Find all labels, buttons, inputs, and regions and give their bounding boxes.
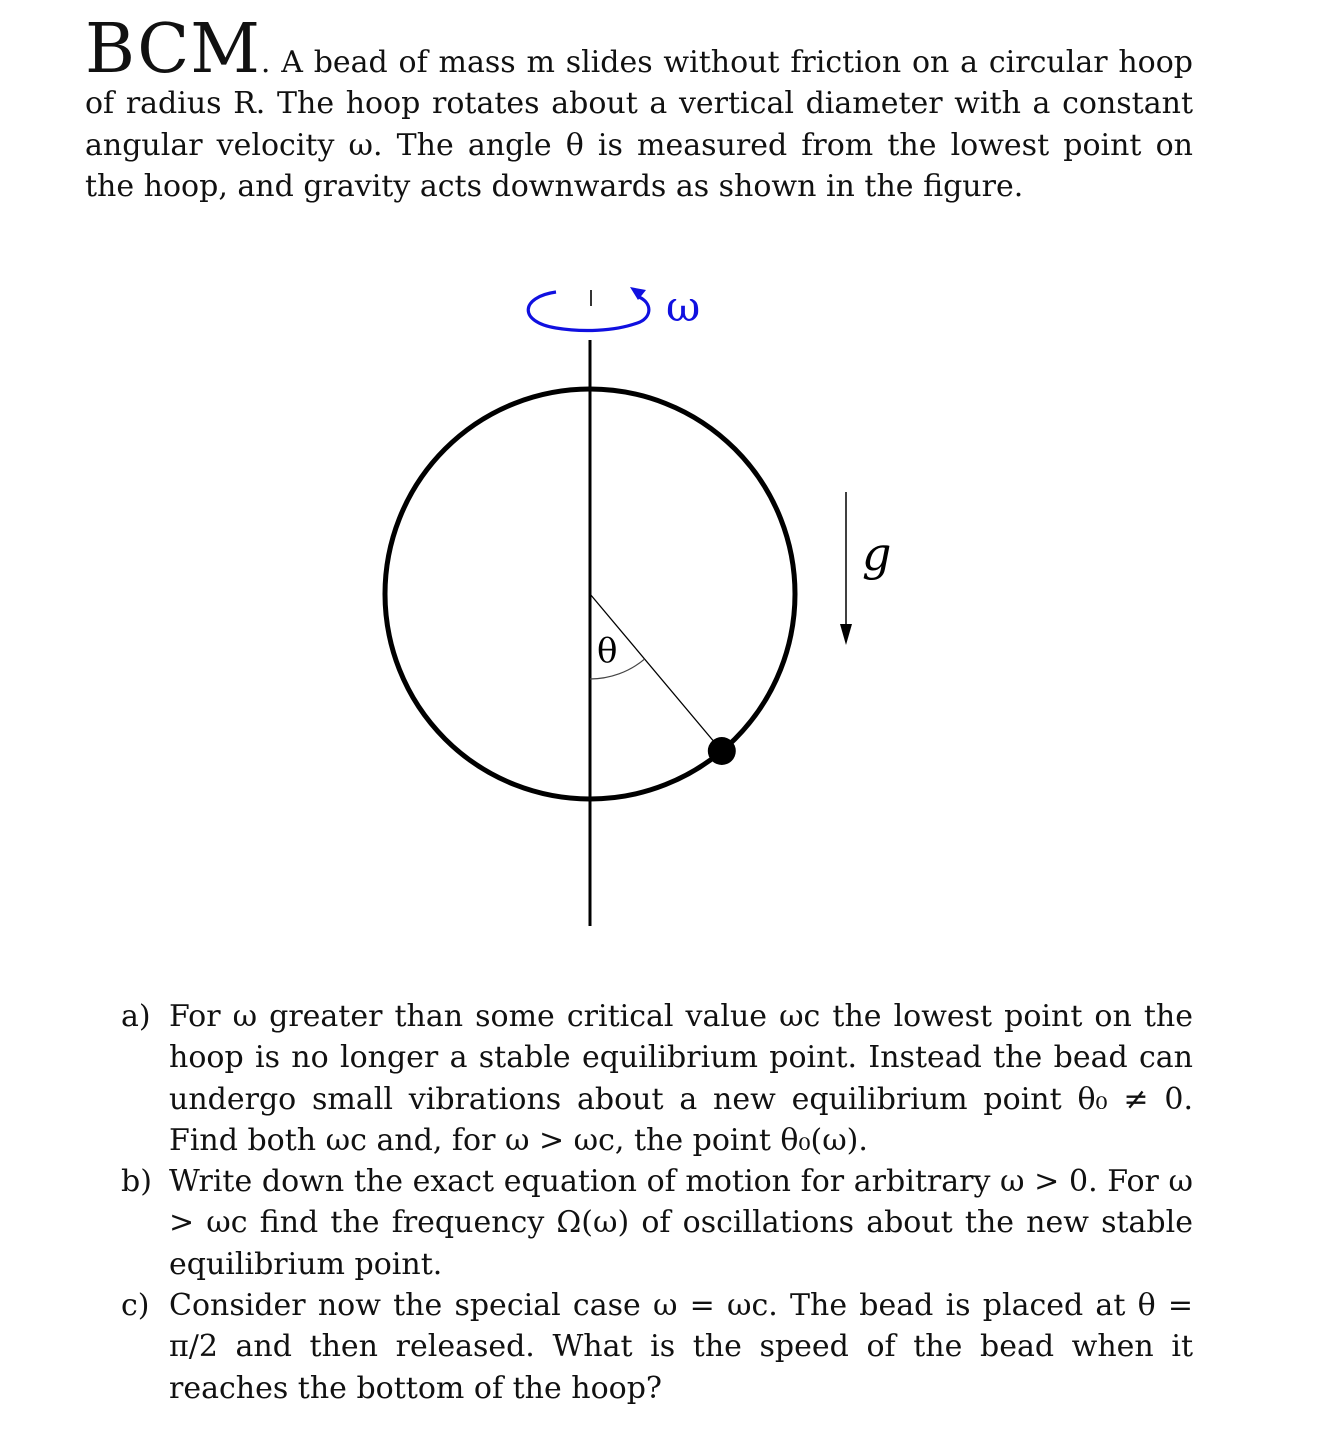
part-text: Write down the exact equation of motion for arbitrary ω > 0. For ω > ωc find the frequency Ω(ω) of oscillations about the new stable equilibrium point. <box>169 1164 1193 1282</box>
part-label: c) <box>121 1288 150 1324</box>
omega-label: ω <box>666 282 701 331</box>
part-text: For ω greater than some critical value ωc the lowest point on the hoop is no longer a stable equilibrium point. Instead the bead can undergo small vibrations about a new equilibrium point θ₀ ≠ 0. Find both ωc and, for ω > ωc, the point θ₀(ω). <box>169 999 1193 1158</box>
problem-label: BCM <box>85 10 261 89</box>
problem-intro-text: A bead of mass m slides without friction on a circular hoop of radius R. The hoop rotates about a vertical diameter with a constant angular velocity ω. The angle θ is measured from the lowest point on the hoop, and gravity acts downwards as shown in the figure. <box>85 45 1193 204</box>
gravity-label: g <box>862 527 892 581</box>
theta-label: θ <box>597 631 618 671</box>
part-label: b) <box>121 1164 152 1200</box>
radius-line <box>590 594 722 751</box>
question-part-a <box>115 996 1193 1161</box>
question-part-b <box>115 1161 1193 1285</box>
question-parts <box>115 996 1193 1409</box>
question-part-c <box>115 1285 1193 1409</box>
gravity-arrow <box>840 492 852 645</box>
problem-label-period: . <box>260 45 271 80</box>
bead <box>708 737 736 765</box>
rotation-arrow <box>528 287 649 330</box>
part-label: a) <box>121 999 151 1034</box>
part-text: Consider now the special case ω = ωc. The bead is placed at θ = π/2 and then released. What is the speed of the bead when it reaches the bottom of the hoop? <box>169 1288 1193 1406</box>
